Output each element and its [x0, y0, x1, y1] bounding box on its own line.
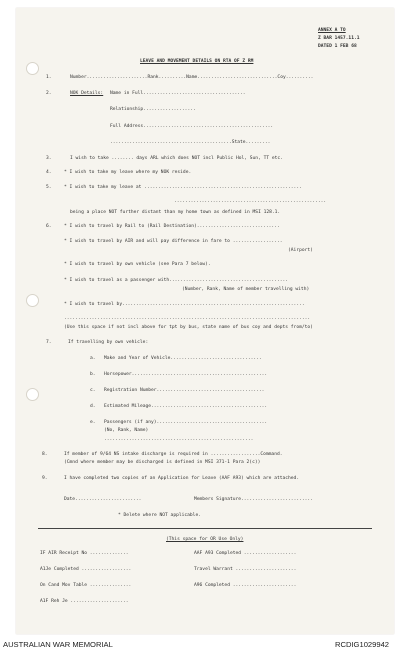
other-travel-field: * I wish to travel by.................................................................. — [64, 302, 305, 307]
cand-mov-table-field: On Cand Mov Table ............... — [40, 583, 132, 588]
vehicle-passengers-field: Passengers (if any)........................................ — [104, 420, 268, 425]
vehicle-make-field: Make and Year of Vehicle................................. — [104, 356, 262, 361]
vehicle-a-label: a. — [90, 356, 96, 361]
passenger-caption: (Number, Rank, Name of member travelling with) — [182, 287, 310, 292]
vehicle-c-label: c. — [90, 388, 96, 393]
other-travel-line: ......................................................................................... — [64, 316, 311, 321]
annex-line3: DATED 1 FEB 68 — [318, 44, 357, 49]
nok-details-label: NOK Details: — [70, 91, 104, 96]
office-divider — [38, 528, 372, 529]
own-vehicle-option: * I wish to travel by own vehicle (see Para 7 below). — [64, 262, 211, 267]
vehicle-b-label: b. — [90, 372, 96, 377]
rail-travel-field: * I wish to travel by Rail to (Rail Destination).............................. — [64, 224, 280, 229]
archive-reference: RCDIG1029942 — [335, 640, 390, 649]
nok-state-field: ............................................State......... — [110, 140, 271, 145]
delete-note: * Delete where NOT applicable. — [118, 513, 201, 518]
a1je-completed-field: A1Je Completed .................. — [40, 567, 132, 572]
item-number-8: 8. — [42, 452, 48, 457]
own-vehicle-heading: If travelling by own vehicle: — [68, 340, 149, 345]
leave-location-field: * I wish to take my leave at ......................................................... — [64, 185, 302, 190]
item-number-4: 4. — [46, 170, 52, 175]
other-travel-note: (Use this space if not incl above for tpt by bus, state name of bus coy and depts from/to) — [64, 325, 313, 330]
item-number-2: 2. — [46, 91, 52, 96]
item-number-9: 9. — [42, 476, 48, 481]
leave-at-nok-option: * I wish to take my leave where my NOK reside. — [64, 170, 192, 175]
page-title: LEAVE AND MOVEMENT DETAILS ON RTA OF Z RM — [140, 59, 254, 64]
passengers-line: ...................................................... — [104, 437, 254, 442]
vehicle-d-label: d. — [90, 404, 96, 409]
air-travel-field: * I wish to travel by AIR and will pay difference in fare to .................. — [64, 239, 283, 244]
office-use-heading: (This space for OR Use Only) — [166, 537, 244, 542]
discharge-command-note: (Cmnd where member may be discharged is defined in MSI 371-1 Para 2(c)) — [64, 460, 261, 465]
travel-warrant-field: Travel Warrant ...................... — [194, 567, 297, 572]
nok-relationship-field: Relationship................... — [110, 107, 196, 112]
arl-days-field: I wish to take ........ days ARL which does NOT incl Public Hol, Sun, TT etc. — [70, 156, 283, 161]
application-attached-note: I have completed two copies of an Application for Leave (AAF A93) which are attached. — [64, 476, 300, 481]
item-number-3: 3. — [46, 156, 52, 161]
vehicle-registration-field: Registration Number....................................... — [104, 388, 265, 393]
air-receipt-field: IF AIR Receipt No .............. — [40, 551, 129, 556]
aaf-a93-field: AAF A93 Completed ................... — [194, 551, 297, 556]
discharge-command-field: If member of 9/64 NS intake discharge is required in ..................Command. — [64, 452, 283, 457]
leave-location-note: being a place NOT further distant than my home town as defined in MSI 128.1. — [70, 210, 281, 215]
nok-name-field: Name in Full..................................... — [110, 91, 246, 96]
leave-location-line: ....................................................... — [174, 199, 327, 204]
members-signature-field: Members Signature.......................... — [194, 497, 313, 502]
punch-hole-top — [26, 62, 39, 75]
passenger-travel-field: * I wish to travel as a passenger with........................................... — [64, 278, 289, 283]
airport-caption: (Airport) — [288, 248, 313, 253]
service-number-field: Number......................Rank..........Name.............................Coy.......... — [70, 75, 314, 80]
item-number-6: 6. — [46, 224, 52, 229]
passengers-caption: (No, Rank, Name) — [104, 428, 149, 433]
punch-hole-middle — [26, 294, 39, 307]
archive-credit: AUSTRALIAN WAR MEMORIAL — [3, 640, 113, 649]
date-field: Date........................ — [64, 497, 142, 502]
item-number-7: 7. — [46, 340, 52, 345]
vehicle-e-label: e. — [90, 420, 96, 425]
a96-completed-field: A96 Completed ....................... — [194, 583, 297, 588]
annex-line2: Z BAR 1457.11.1 — [318, 36, 360, 41]
punch-hole-lower — [26, 388, 39, 401]
item-number-1: 1. — [46, 75, 52, 80]
vehicle-horsepower-field: Horsepower................................................. — [104, 372, 268, 377]
a1f-reh-je-field: A1F Reh Je ..................... — [40, 599, 129, 604]
nok-address-field: Full Address............................................... — [110, 124, 274, 129]
vehicle-mileage-field: Estimated Mileage.......................................... — [104, 404, 268, 409]
annex-line1: ANNEX A TO — [318, 28, 346, 33]
item-number-5: 5. — [46, 185, 52, 190]
